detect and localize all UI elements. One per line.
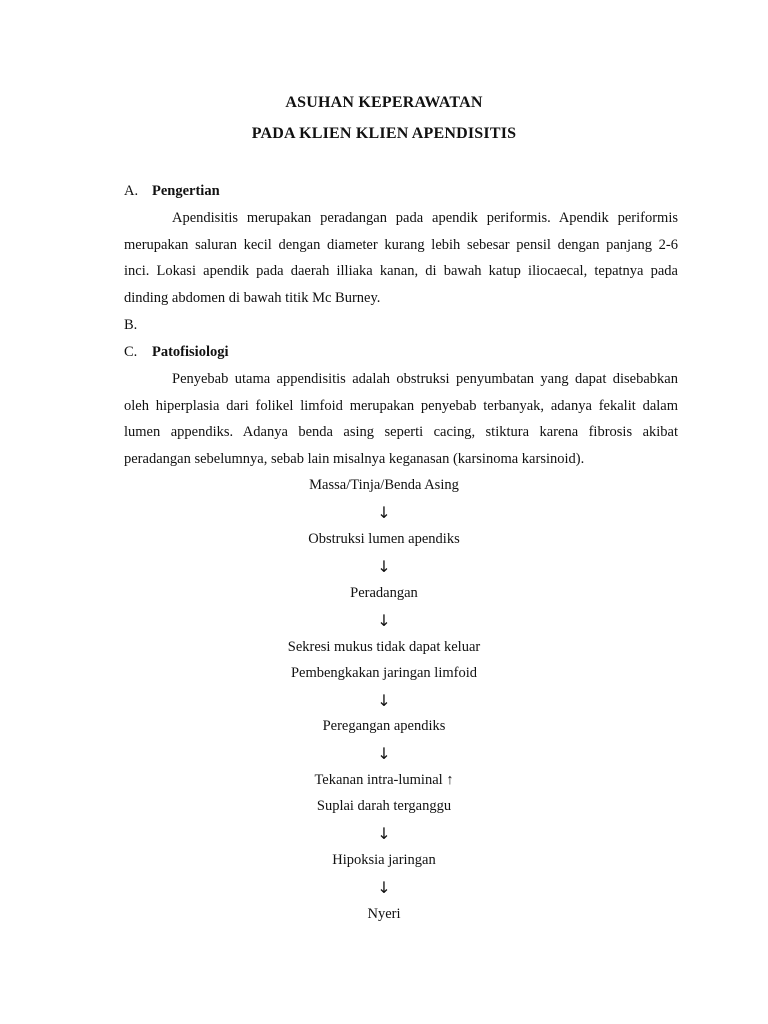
paragraph-line: inci. Lokasi apendik pada daerah illiaka kanan, di bawah katup iliocaecal, tepatnya pada xyxy=(124,263,678,279)
down-arrow-icon: ↓ xyxy=(377,691,391,710)
flow-step: Suplai darah terganggu xyxy=(316,798,452,814)
paragraph-line: lumen appendiks. Adanya benda asing seperti cacing, stiktura karena fibrosis akibat xyxy=(124,424,678,440)
flow-step: Obstruksi lumen apendiks xyxy=(308,531,460,547)
section-a-label: Pengertian xyxy=(152,183,220,199)
flow-step: Peradangan xyxy=(350,585,418,601)
flow-step: Nyeri xyxy=(367,906,401,922)
flow-step: Massa/Tinja/Benda Asing xyxy=(309,477,459,493)
down-arrow-icon: ↓ xyxy=(377,503,391,522)
flow-step: Sekresi mukus tidak dapat keluar xyxy=(287,639,481,655)
document-title-line2: PADA KLIEN KLIEN APENDISITIS xyxy=(251,125,517,142)
section-a-letter: A. xyxy=(124,183,139,199)
section-b-letter: B. xyxy=(124,317,138,333)
down-arrow-icon: ↓ xyxy=(377,611,391,630)
flow-step: Hipoksia jaringan xyxy=(332,852,436,868)
section-c-letter: C. xyxy=(124,344,138,360)
section-c-heading xyxy=(124,344,229,361)
section-c-paragraph xyxy=(124,366,678,472)
down-arrow-icon: ↓ xyxy=(377,824,391,843)
paragraph-line: Penyebab utama appendisitis adalah obstruksi penyumbatan yang dapat disebabkan xyxy=(172,371,678,387)
document-title-line1: ASUHAN KEPERAWATAN xyxy=(285,94,483,111)
down-arrow-icon: ↓ xyxy=(377,744,391,763)
paragraph-line: dinding abdomen di bawah titik Mc Burney. xyxy=(124,289,381,306)
paragraph-line: merupakan saluran kecil dengan diameter kurang lebih sebesar pensil dengan panjang 2-6 xyxy=(124,236,678,253)
flow-step: Tekanan intra-luminal ↑ xyxy=(314,772,454,788)
down-arrow-icon: ↓ xyxy=(377,557,391,576)
flow-step: Peregangan apendiks xyxy=(322,718,446,734)
flow-step: Pembengkakan jaringan limfoid xyxy=(290,665,478,681)
paragraph-line: oleh hiperplasia dari folikel limfoid merupakan penyebab terbanyak, adanya fekalit dalam xyxy=(124,397,678,414)
section-c-label: Patofisiologi xyxy=(152,344,229,360)
section-a-paragraph xyxy=(124,205,678,311)
down-arrow-icon: ↓ xyxy=(377,878,391,897)
paragraph-line: Apendisitis merupakan peradangan pada apendik periformis. Apendik periformis xyxy=(172,210,678,226)
section-b-heading xyxy=(124,317,152,334)
paragraph-line: peradangan sebelumnya, sebab lain misalnya keganasan (karsinoma karsinoid). xyxy=(124,450,585,467)
section-a-heading xyxy=(124,183,220,200)
